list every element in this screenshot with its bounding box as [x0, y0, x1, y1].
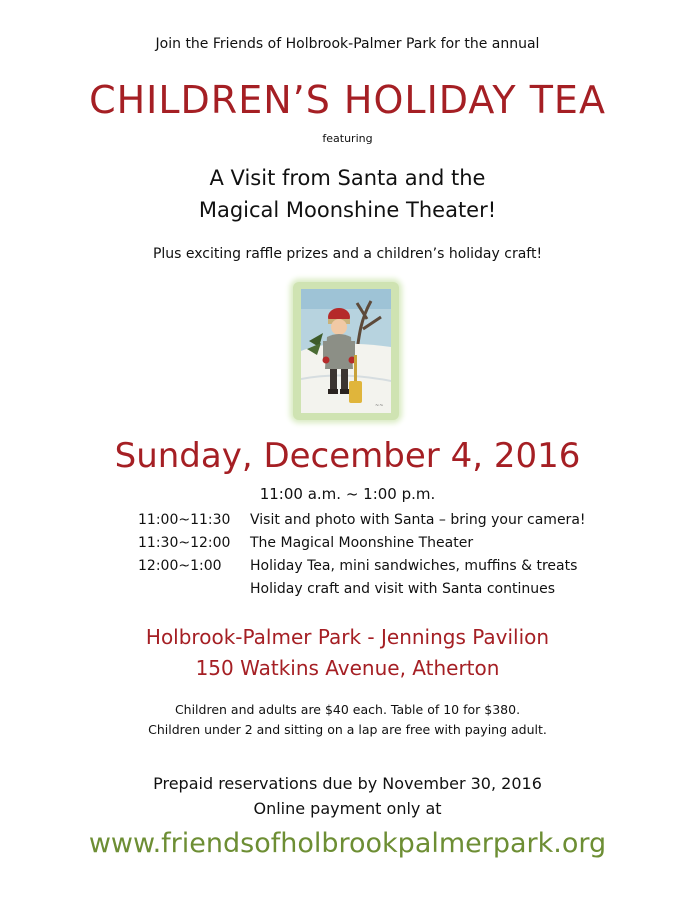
schedule-description: Holiday Tea, mini sandwiches, muffins & treats [250, 558, 578, 574]
headline-line-1: A Visit from Santa and the [209, 166, 486, 190]
pricing-line-1: Children and adults are $40 each. Table of 10 for $380. [174, 702, 521, 717]
intro-text: Join the Friends of Holbrook-Palmer Park for the annual [155, 36, 540, 52]
featuring-text: featuring [322, 132, 373, 145]
payment-note: Online payment only at [253, 799, 442, 818]
event-title: CHILDREN’S HOLIDAY TEA [89, 78, 606, 122]
schedule [138, 509, 586, 601]
website-link[interactable]: www.friendsofholbrookpalmerpark.org [88, 828, 607, 859]
child-in-snow-illustration [301, 289, 391, 413]
schedule-description: Holiday craft and visit with Santa continues [250, 581, 555, 597]
schedule-time: 11:00~11:30 [138, 512, 231, 528]
event-date: Sunday, December 4, 2016 [114, 436, 581, 476]
schedule-row [138, 555, 586, 578]
schedule-row [138, 578, 586, 601]
schedule-time: 12:00~1:00 [138, 558, 222, 574]
svg-text:~~: ~~ [375, 403, 384, 409]
venue-address: 150 Watkins Avenue, Atherton [195, 656, 500, 680]
reservation-deadline: Prepaid reservations due by November 30, 2016 [153, 774, 542, 793]
event-time: 11:00 a.m. ~ 1:00 p.m. [259, 485, 436, 503]
schedule-description: The Magical Moonshine Theater [250, 535, 474, 551]
illustration-frame [293, 282, 399, 420]
schedule-row [138, 509, 586, 532]
schedule-row [138, 532, 586, 555]
headline-line-2: Magical Moonshine Theater! [198, 198, 497, 222]
schedule-description: Visit and photo with Santa – bring your camera! [250, 512, 586, 528]
schedule-time: 11:30~12:00 [138, 535, 231, 551]
venue-name: Holbrook-Palmer Park - Jennings Pavilion [145, 625, 550, 649]
extras-text: Plus exciting raffle prizes and a children’s holiday craft! [152, 246, 543, 262]
pricing-line-2: Children under 2 and sitting on a lap are free with paying adult. [148, 722, 547, 737]
schedule-time [138, 578, 250, 601]
